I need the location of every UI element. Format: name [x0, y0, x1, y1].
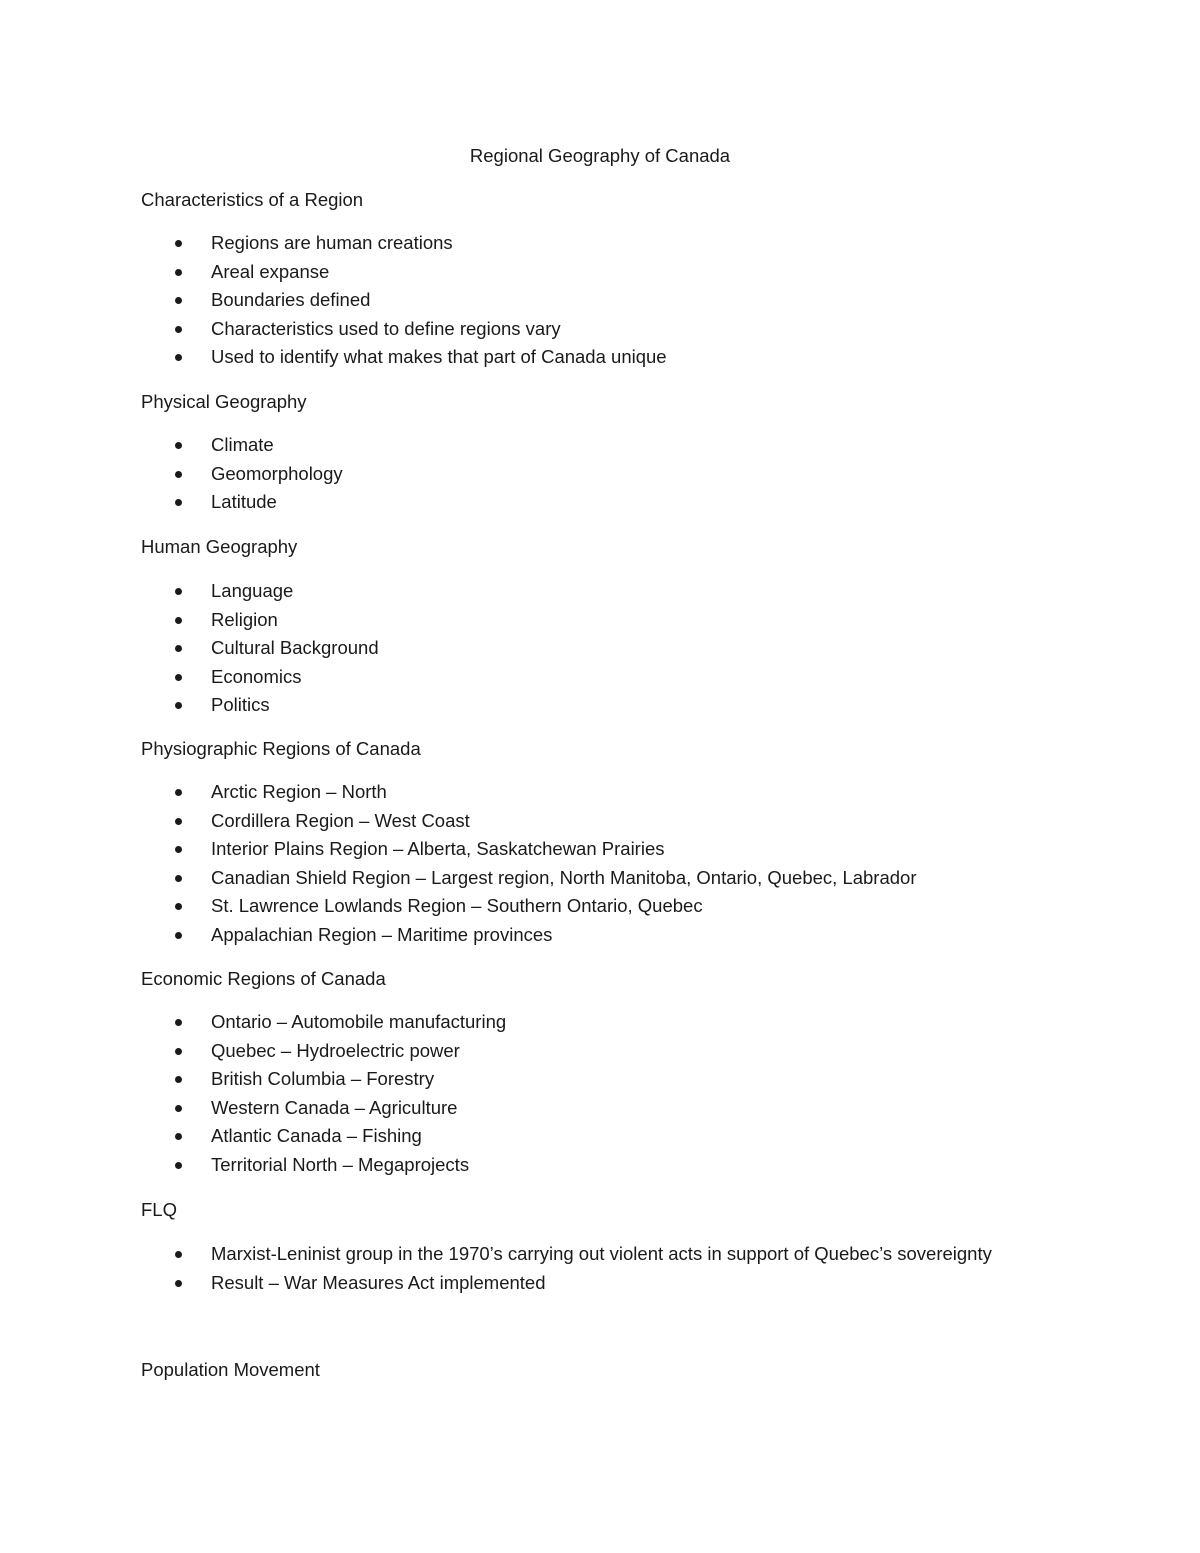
bullet-icon [175, 1105, 182, 1112]
bullet-icon [175, 240, 182, 247]
section-heading-physiographic-regions: Physiographic Regions of Canada [141, 738, 421, 759]
bullet-icon [175, 326, 182, 333]
bullet-icon [175, 499, 182, 506]
bullet-icon [175, 1162, 182, 1169]
section-heading-human-geography: Human Geography [141, 536, 298, 557]
bullet-icon [175, 617, 182, 624]
bullet-icon [175, 903, 182, 910]
section-heading-economic-regions: Economic Regions of Canada [141, 968, 386, 989]
section-heading-flq: FLQ [141, 1199, 177, 1220]
bullet-icon [175, 702, 182, 709]
bullet-icon [175, 1076, 182, 1083]
bullet-icon [175, 1133, 182, 1140]
bullet-icon [175, 269, 182, 276]
bullet-icon [175, 674, 182, 681]
bullet-icon [175, 846, 182, 853]
document-page: Regional Geography of Canada Characteristics of a Region Regions are human creations Areal expanse Boundaries defined Characteristics used to define regions vary Used to identify what makes that part of Canada unique Physical Geography Climate Geomorphology Latitude Human Geography Language Religion Cultural Background Economics Politics Physiographic Regions of Canada Arctic Region – North Cordillera Region – West Coast Interior Plains Region – Alberta, Saskatchewan Prairies Canadian Shield Region – Largest region, North Manitoba, Ontario, Quebec, Labrador St. Lawrence Lowlands Region – Southern Ontario, Quebec Appalachian Region – Maritime provinces Economic Regions of Canada Ontario – Automobile manufacturing Quebec – Hydroelectric power British Columbia – Forestry Western Canada – Agriculture Atlantic Canada – Fishing Territorial North – Megaprojects FLQ Marxist-Leninist group in the 1970’s carrying out violent acts in support of Quebec’s sovereignty Result – War Measures Act implemented Population Movement [0, 0, 1200, 1553]
bullet-icon [175, 789, 182, 796]
bullet-icon [175, 1251, 182, 1258]
bullet-icon [175, 1280, 182, 1287]
bullet-icon [175, 875, 182, 882]
bullet-icon [175, 932, 182, 939]
section-heading-physical-geography: Physical Geography [141, 391, 307, 412]
bullet-icon [175, 471, 182, 478]
bullet-icon [175, 297, 182, 304]
bullet-icon [175, 588, 182, 595]
section-heading-population-movement: Population Movement [141, 1359, 320, 1380]
bullet-icon [175, 442, 182, 449]
section-heading-characteristics: Characteristics of a Region [141, 189, 364, 210]
bullet-icon [175, 818, 182, 825]
bullet-icon [175, 354, 182, 361]
bullet-icon [175, 1019, 182, 1026]
bullet-icon [175, 1048, 182, 1055]
bullet-icon [175, 645, 182, 652]
document-title: Regional Geography of Canada [469, 145, 731, 166]
